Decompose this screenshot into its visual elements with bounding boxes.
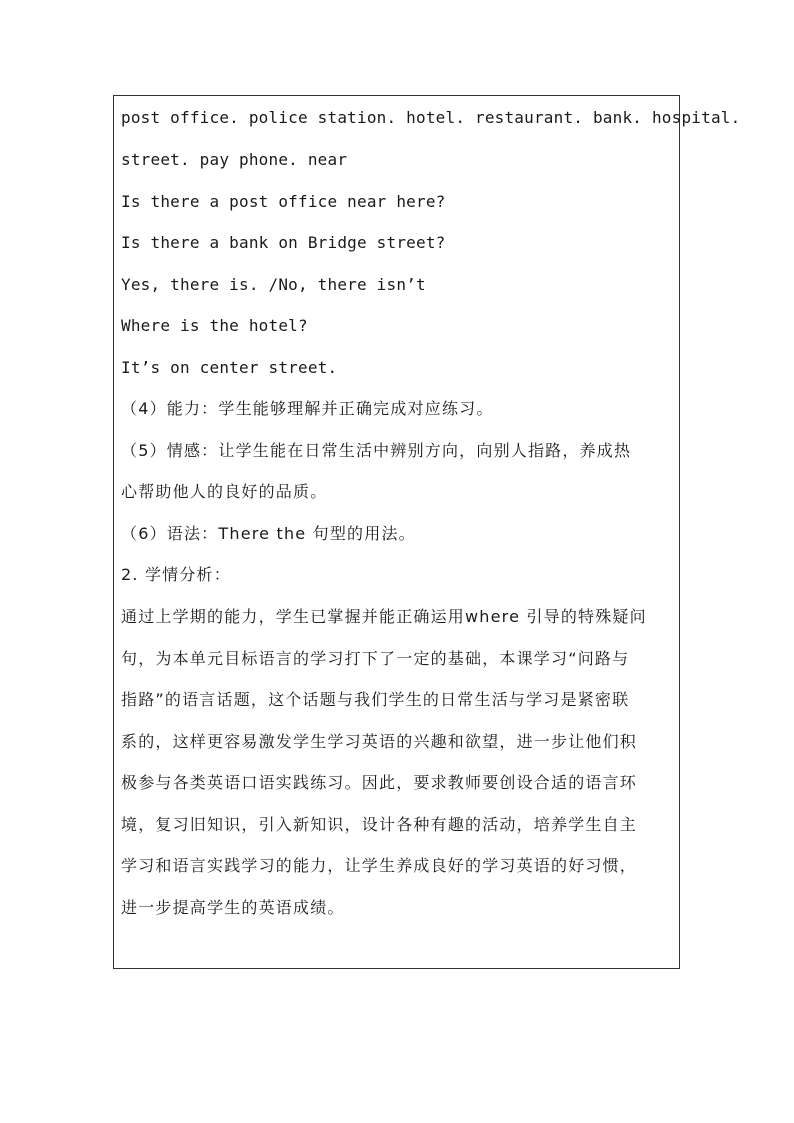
vocabulary-line-1: post office. police station. hotel. restaurant. bank. hospital. <box>121 108 741 127</box>
sentence-line: Is there a bank on Bridge street? <box>121 233 446 252</box>
analysis-paragraph-line: 学习和语言实践学习的能力，让学生养成良好的学习英语的好习惯， <box>121 856 638 875</box>
sentence-line: Yes, there is. /No, there isn’t <box>121 275 426 294</box>
analysis-paragraph-line: 句，为本单元目标语言的学习打下了一定的基础，本课学习“问路与 <box>121 649 630 668</box>
vocabulary-line-2: street. pay phone. near <box>121 150 348 169</box>
analysis-paragraph-line: 极参与各类英语口语实践练习。因此，要求教师要创设合适的语言环 <box>121 773 638 792</box>
sentence-line: It’s on center street. <box>121 358 338 377</box>
emotion-objective-line-2: 心帮助他人的良好的品质。 <box>121 482 328 501</box>
analysis-paragraph-line: 通过上学期的能力，学生已掌握并能正确运用where 引导的特殊疑问 <box>121 607 647 626</box>
sentence-line: Is there a post office near here? <box>121 192 446 211</box>
analysis-paragraph-line: 系的，这样更容易激发学生学习英语的兴趣和欲望，进一步让他们积 <box>121 732 638 751</box>
document-table-cell <box>113 95 741 969</box>
emotion-objective-line-1: （5）情感：让学生能在日常生活中辨别方向，向别人指路，养成热 <box>121 441 632 460</box>
analysis-paragraph-line: 指路”的语言话题，这个话题与我们学生的日常生活与学习是紧密联 <box>121 690 630 709</box>
analysis-paragraph-line: 境，复习旧知识，引入新知识，设计各种有趣的活动，培养学生自主 <box>121 815 638 834</box>
section-heading: 2. 学情分析： <box>121 565 231 584</box>
sentence-line: Where is the hotel? <box>121 316 308 335</box>
ability-objective: （4）能力：学生能够理解并正确完成对应练习。 <box>121 399 494 418</box>
analysis-paragraph-line: 进一步提高学生的英语成绩。 <box>121 898 345 917</box>
grammar-objective: （6）语法：There the 句型的用法。 <box>121 524 416 543</box>
